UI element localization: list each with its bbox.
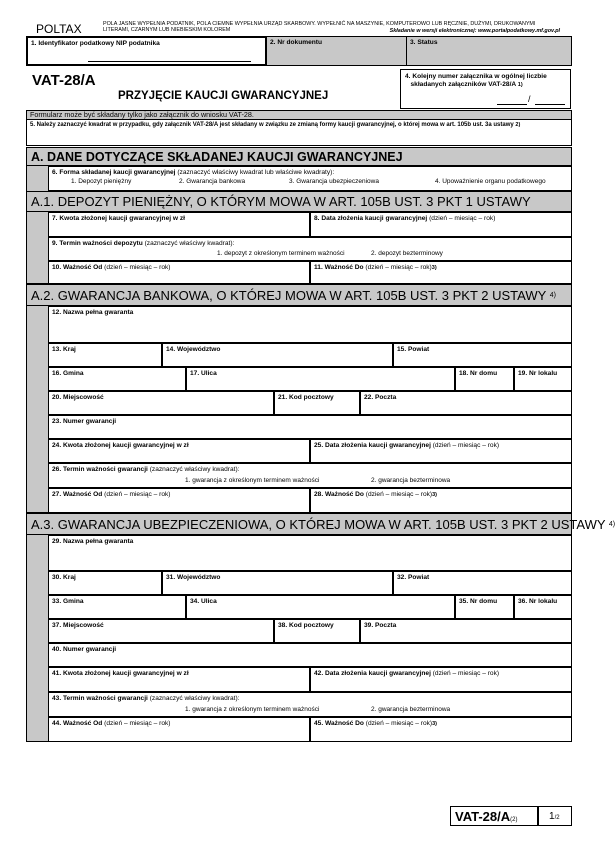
insurance-apartment-number-label: 36. Nr lokalu: [518, 598, 558, 605]
deposit-valid-to-label: 11. Ważność Do (dzień – miesiąc – rok)$^{3)}$: [314, 264, 437, 271]
insurance-guarantee-number-label: 40. Numer gwarancji: [52, 646, 117, 653]
insurance-post-office-field[interactable]: [360, 619, 572, 643]
deposit-amount-field[interactable]: [48, 212, 310, 237]
bank-house-number-label: 18. Nr domu: [459, 370, 498, 377]
insurance-amount-field[interactable]: [48, 667, 310, 692]
insurance-county-field[interactable]: [393, 571, 572, 595]
deposit-valid-to-field[interactable]: [310, 261, 572, 284]
change-form-checkbox-row[interactable]: [27, 119, 571, 145]
insurance-street-field[interactable]: [186, 595, 455, 619]
section-a3-title: A.3. GWARANCJA UBEZPIECZENIOWA, O KTÓREJ MOWA W ART. 105B UST. 3 PKT 2 USTAWY $^{4)}$: [31, 517, 615, 532]
insurance-guarantee-number-field[interactable]: [48, 643, 572, 667]
footer-form-code-box: [450, 806, 538, 826]
section-a1-indent: [26, 212, 48, 284]
section-a1-title: A.1. DEPOZYT PIENIĘŻNY, O KTÓRYM MOWA W ART. 105B UST. 3 PKT 1 USTAWY: [31, 194, 531, 209]
bank-voivodeship-field[interactable]: [162, 343, 393, 367]
form-title: PRZYJĘCIE KAUCJI GWARANCYJNEJ: [118, 90, 329, 102]
section-a3-indent: [26, 535, 48, 742]
bank-amount-label: 24. Kwota złożonej kaucji gwarancyjnej w zł: [52, 442, 189, 449]
insurance-city-label: 37. Miejscowość: [52, 622, 104, 629]
insurance-commune-field[interactable]: [48, 595, 186, 619]
bank-house-number-field[interactable]: [455, 367, 514, 391]
bank-county-label: 15. Powiat: [397, 346, 430, 353]
guarantee-form-label: 6. Forma składanej kaucji gwarancyjnej (zaznaczyć właściwy kwadrat lub właściwe kwadraty):: [52, 169, 335, 176]
option-bank-guarantee[interactable]: 2. Gwarancja bankowa: [179, 178, 246, 185]
section-a-header: [26, 147, 572, 166]
deposit-date-field[interactable]: [310, 212, 572, 237]
insurance-date-label: 42. Data złożenia kaucji gwarancyjnej (dzień – miesiąc – rok): [314, 670, 500, 677]
insurance-amount-label: 41. Kwota złożonej kaucji gwarancyjnej w zł: [52, 670, 189, 677]
attachment-total-slots: [535, 98, 565, 105]
form-code: VAT-28/A: [32, 72, 96, 89]
insurance-validity-label: 43. Termin ważności gwarancji (zaznaczyć właściwy kwadrat):: [52, 695, 240, 702]
insurance-valid-from-label: 44. Ważność Od (dzień – miesiąc – rok): [52, 720, 171, 727]
doc-number-label: 2. Nr dokumentu: [270, 39, 323, 46]
insurance-postal-code-label: 38. Kod pocztowy: [278, 622, 334, 629]
notes-line-1: Formularz może być składany tylko jako załącznik do wniosku VAT-28.: [30, 110, 254, 119]
bank-post-office-field[interactable]: [360, 391, 572, 415]
footer-page-number: 1/2: [549, 811, 560, 822]
deposit-amount-label: 7. Kwota złożonej kaucji gwarancyjnej w zł: [52, 215, 186, 222]
bank-guarantor-name-label: 12. Nazwa pełna gwaranta: [52, 309, 134, 316]
footer-form-code: VAT-28/A(2): [455, 809, 518, 824]
bank-city-label: 20. Miejscowość: [52, 394, 104, 401]
change-form-label: 5. Należy zaznaczyć kwadrat w przypadku, gdy załącznik VAT-28/A jest składany w związku ze zmianą formy kaucji gwarancyjnej, o której mowa w art. 105b ust. 3a ustawy 2): [30, 122, 521, 128]
option-bank-limited[interactable]: 1. gwarancja z określonym terminem ważności: [185, 477, 320, 484]
insurance-house-number-label: 35. Nr domu: [459, 598, 498, 605]
option-insurance-limited[interactable]: 1. gwarancja z określonym terminem ważności: [185, 706, 320, 713]
bank-commune-label: 16. Gmina: [52, 370, 84, 377]
nip-label: 1. Identyfikator podatkowy NIP podatnika: [31, 40, 160, 47]
insurance-county-label: 32. Powiat: [397, 574, 430, 581]
bank-guarantee-number-label: 23. Numer gwarancji: [52, 418, 117, 425]
insurance-post-office-label: 39. Poczta: [364, 622, 397, 629]
bank-valid-from-label: 27. Ważność Od (dzień – miesiąc – rok): [52, 491, 171, 498]
bank-voivodeship-label: 14. Województwo: [166, 346, 221, 353]
nip-field[interactable]: [27, 37, 266, 65]
insurance-valid-from-field[interactable]: [48, 717, 310, 742]
bank-commune-field[interactable]: [48, 367, 186, 391]
insurance-apartment-number-field[interactable]: [514, 595, 572, 619]
poltax-brand: POLTAX: [36, 22, 82, 36]
attachment-number-label: 4. Kolejny numer załącznika w ogólnej liczbie składanych załączników VAT-28/A $^{1)}$: [405, 73, 547, 88]
insurance-valid-to-field[interactable]: [310, 717, 572, 742]
option-cash-deposit[interactable]: 1. Depozyt pieniężny: [71, 178, 132, 185]
bank-city-field[interactable]: [48, 391, 274, 415]
option-tax-authority[interactable]: 4. Upoważnienie organu podatkowego: [435, 178, 546, 185]
insurance-country-label: 30. Kraj: [52, 574, 76, 581]
insurance-voivodeship-field[interactable]: [162, 571, 393, 595]
bank-amount-field[interactable]: [48, 439, 310, 463]
option-bank-unlimited[interactable]: 2. gwarancja bezterminowa: [371, 477, 451, 484]
insurance-country-field[interactable]: [48, 571, 162, 595]
deposit-validity-label: 9. Termin ważności depozytu (zaznaczyć właściwy kwadrat):: [52, 240, 235, 247]
section-a-indent: [26, 166, 48, 191]
section-a2-header: [26, 284, 572, 306]
insurance-validity-field[interactable]: [48, 692, 572, 717]
fill-instructions: POLA JASNE WYPEŁNIA PODATNIK, POLA CIEMNE WYPEŁNIA URZĄD SKARBOWY. WYPEŁNIĆ NA MASZYNIE, KOMPUTEROWO LUB RĘCZNIE, DUŻYMI, DRUKOWANYMI LITERAMI, CZARNYM LUB NIEBIESKIM KOLOREM: [103, 21, 536, 34]
footer-page-box: [538, 806, 572, 826]
deposit-validity-field[interactable]: [48, 237, 572, 261]
insurance-valid-to-label: 45. Ważność Do (dzień – miesiąc – rok)$^{3)}$: [314, 720, 438, 727]
doc-number-field: [266, 37, 406, 65]
bank-valid-to-field[interactable]: [310, 488, 572, 513]
bank-apartment-number-field[interactable]: [514, 367, 572, 391]
deposit-valid-from-label: 10. Ważność Od (dzień – miesiąc – rok): [52, 264, 171, 271]
bank-guarantor-name-field[interactable]: [48, 306, 572, 343]
bank-street-label: 17. Ulica: [190, 370, 217, 377]
status-field: [406, 37, 571, 65]
bank-apartment-number-label: 19. Nr lokalu: [518, 370, 558, 377]
insurance-guarantor-name-field[interactable]: [48, 535, 572, 571]
section-a-title: A. DANE DOTYCZĄCE SKŁADANEJ KAUCJI GWARANCYJNEJ: [31, 150, 403, 164]
bank-valid-to-label: 28. Ważność Do (dzień – miesiąc – rok)$^{3)}$: [314, 491, 438, 498]
bank-valid-from-field[interactable]: [48, 488, 310, 513]
bank-validity-label: 26. Termin ważności gwarancji (zaznaczyć właściwy kwadrat):: [52, 466, 240, 473]
option-insurance-guarantee[interactable]: 3. Gwarancja ubezpieczeniowa: [289, 178, 379, 185]
bank-country-field[interactable]: [48, 343, 162, 367]
option-deposit-unlimited[interactable]: 2. depozyt bezterminowy: [371, 250, 443, 257]
status-label: 3. Status: [410, 39, 438, 46]
insurance-date-field[interactable]: [310, 667, 572, 692]
section-a3-header: [26, 513, 615, 535]
insurance-street-label: 34. Ulica: [190, 598, 217, 605]
bank-country-label: 13. Kraj: [52, 346, 76, 353]
section-a2-title: A.2. GWARANCJA BANKOWA, O KTÓREJ MOWA W ART. 105B UST. 3 PKT 2 USTAWY $^{4)}$: [31, 288, 556, 303]
electronic-filing-note: Składanie w wersji elektronicznej: www.portalpodatkowy.mf.gov.pl: [389, 28, 560, 34]
bank-date-field[interactable]: [310, 439, 572, 463]
option-deposit-limited[interactable]: 1. depozyt z określonym terminem ważności: [217, 250, 345, 257]
section-a2-indent: [26, 306, 48, 513]
insurance-house-number-field[interactable]: [455, 595, 514, 619]
attachment-number-slots: [497, 98, 527, 105]
insurance-postal-code-field[interactable]: [274, 619, 360, 643]
bank-date-label: 25. Data złożenia kaucji gwarancyjnej (dzień – miesiąc – rok): [314, 442, 500, 449]
bank-postal-code-label: 21. Kod pocztowy: [278, 394, 334, 401]
bank-street-field[interactable]: [186, 367, 455, 391]
deposit-date-label: 8. Data złożenia kaucji gwarancyjnej (dzień – miesiąc – rok): [314, 215, 496, 222]
deposit-valid-from-field[interactable]: [48, 261, 310, 284]
bank-post-office-label: 22. Poczta: [364, 394, 397, 401]
nip-boxes: [88, 60, 251, 62]
insurance-commune-label: 33. Gmina: [52, 598, 84, 605]
bank-county-field[interactable]: [393, 343, 572, 367]
section-a1-header: [26, 191, 572, 212]
insurance-city-field[interactable]: [48, 619, 274, 643]
guarantee-form-field[interactable]: [48, 166, 572, 191]
insurance-guarantor-name-label: 29. Nazwa pełna gwaranta: [52, 538, 134, 545]
bank-validity-field[interactable]: [48, 463, 572, 488]
bank-postal-code-field[interactable]: [274, 391, 360, 415]
option-insurance-unlimited[interactable]: 2. gwarancja bezterminowa: [371, 706, 451, 713]
insurance-voivodeship-label: 31. Województwo: [166, 574, 221, 581]
attachment-number-field[interactable]: 4. Kolejny numer załącznika w ogólnej liczbie składanych załączników VAT-28/A $^{1)}$ /: [400, 69, 571, 109]
bank-guarantee-number-field[interactable]: [48, 415, 572, 439]
